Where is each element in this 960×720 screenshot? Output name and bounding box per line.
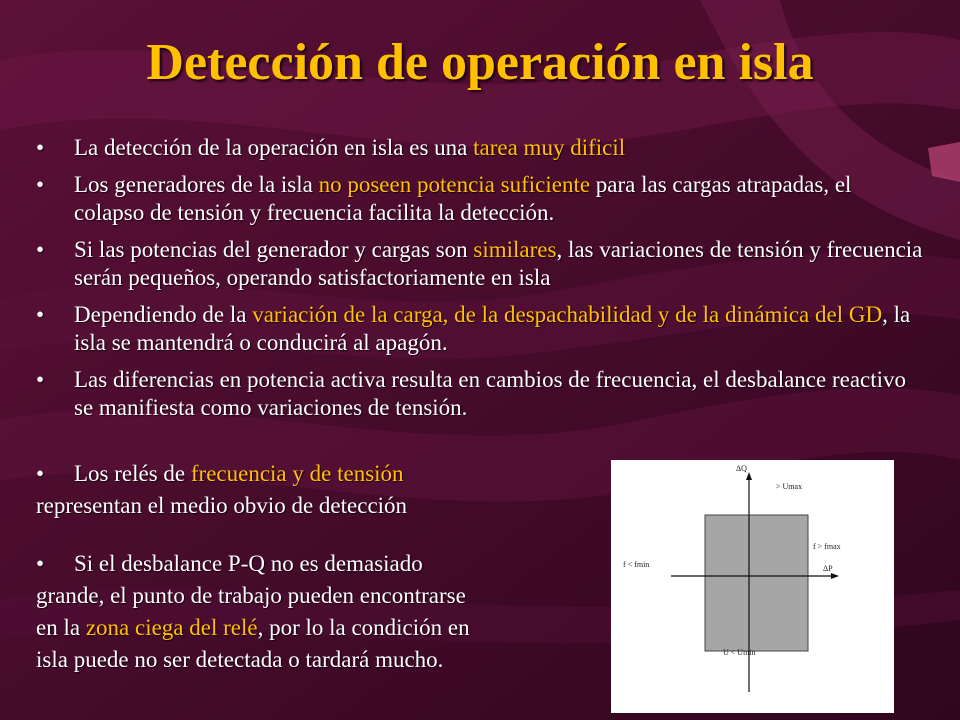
pq-blind-zone-diagram	[611, 460, 894, 713]
umin-label: U < Umin	[723, 648, 756, 657]
dq-label: ΔQ	[736, 464, 747, 473]
bullet-item-4: • Dependiendo de la variación de la carga, de la despachabilidad y de la dinámica del GD, la isla se mantendrá o conducirá al apagón.	[36, 301, 926, 357]
bullet-item-1: • La detección de la operación en isla es una tarea muy dificil	[36, 134, 926, 162]
bullet-list	[36, 134, 926, 431]
blind-zone-rect	[705, 515, 808, 651]
bullet-item-5: • Las diferencias en potencia activa resulta en cambios de frecuencia, el desbalance reactivo se manifiesta como variaciones de tensión.	[36, 366, 926, 422]
dp-label: ΔP	[823, 564, 833, 573]
lower-text-block	[36, 458, 616, 676]
p-axis-arrow	[831, 573, 839, 579]
imbalance-line-2: en la zona ciega del relé, por lo la condición en	[36, 615, 470, 640]
fmin-label: f < fmin	[623, 560, 650, 569]
imbalance-line-3: isla puede no ser detectada o tardará mucho.	[36, 647, 444, 672]
bullet-item-3: • Si las potencias del generador y cargas son similares, las variaciones de tensión y frecuencia serán pequeños, operando satisfactoriamente en isla	[36, 236, 926, 292]
relay-line: representan el medio obvio de detección	[36, 493, 408, 518]
imbalance-line-1: grande, el punto de trabajo pueden encontrarse	[36, 583, 466, 608]
bullet-item-2: • Los generadores de la isla no poseen potencia suficiente para las cargas atrapadas, el colapso de tensión y frecuencia facilita la detección.	[36, 171, 926, 227]
fmax-label: f > fmax	[813, 542, 841, 551]
page-title: Detección de operación en isla	[146, 34, 814, 91]
relay-bullet: • Los relés de frecuencia y de tensión	[36, 458, 616, 490]
q-axis-arrow	[746, 472, 752, 480]
imbalance-bullet: • Si el desbalance P-Q no es demasiado	[36, 548, 616, 580]
umax-label: > Umax	[776, 482, 803, 491]
